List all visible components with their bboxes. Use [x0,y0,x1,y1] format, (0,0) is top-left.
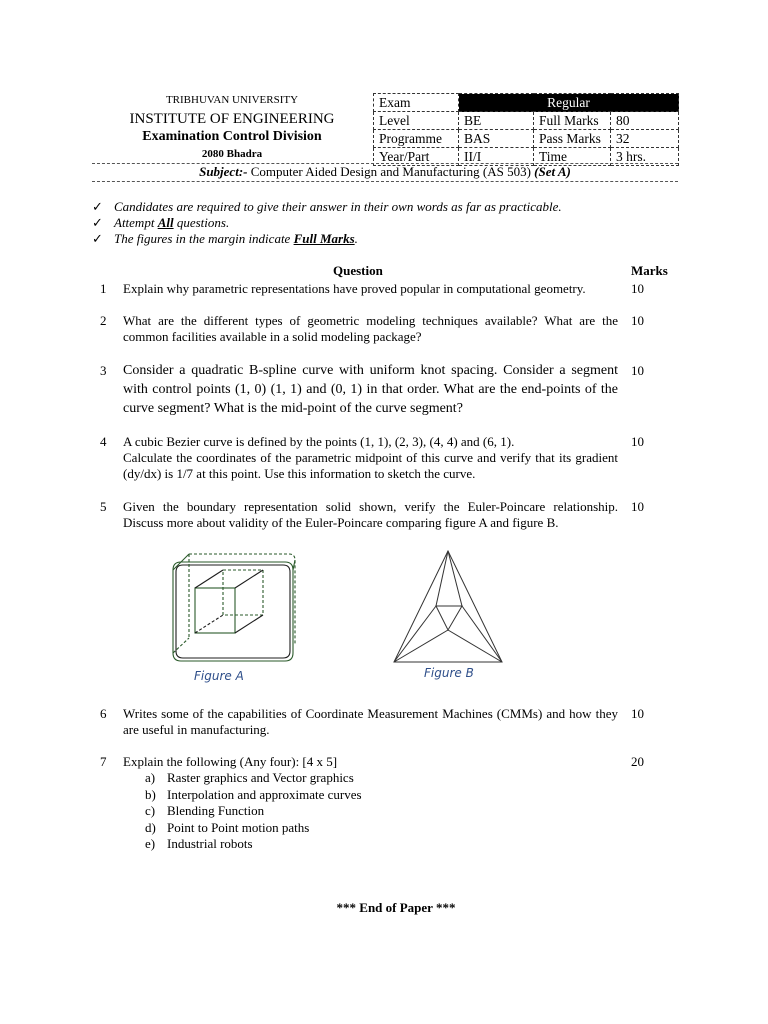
level-label: Level [374,112,459,130]
institute-name: INSTITUTE OF ENGINEERING [129,111,335,127]
question-marks: 10 [631,363,644,378]
question-marks: 10 [631,706,644,721]
university-name: TRIBHUVAN UNIVERSITY [165,94,299,106]
level-value: BE [459,112,534,130]
question-text: Given the boundary representation solid shown, verify the Euler-Poincare relationship. Discuss more about validity of the Euler-Poincare comparing figure A and figure B. [123,499,618,530]
exam-label: Exam [374,94,459,112]
question-text: Consider a quadratic B-spline curve with uniform knot spacing. Consider a segment with control points (1, 0) (1, 1) and (0, 1) in that order. What are the end-points of the curve segment? What is the mid-point of the curve segment? [123,363,618,416]
question-number: 1 [100,281,107,296]
question-marks: 10 [631,313,644,328]
subject-name: Computer Aided Design and Manufacturing (AS 503) [250,164,531,179]
list-item: d) Point to Point motion paths [145,819,310,835]
question-marks: 10 [631,434,644,449]
divider-bottom [92,181,678,182]
subject-set: (Set A) [534,164,571,179]
question-number: 5 [100,499,107,514]
question-number: 7 [100,754,107,769]
yearpart-label: Year/Part [374,148,459,166]
yearpart-value: II/I [459,148,534,166]
exam-date: 2080 Bhadra [201,148,263,160]
instruction-2: ✓ Attempt All questions. [92,215,230,230]
figure-a-solid [165,548,300,668]
figure-b-caption: Figure B [424,666,474,680]
question-marks: 10 [631,281,644,296]
programme-value: BAS [459,130,534,148]
exam-value: Regular [459,94,679,112]
marks-heading: Marks [631,263,668,278]
division-name: Examination Control Division [142,129,322,144]
list-item: c) Blending Function [145,803,265,818]
list-item: e) Industrial robots [145,836,253,851]
check-icon: ✓ [92,231,103,246]
subject-line [92,164,678,180]
question-marks: 10 [631,499,644,514]
question-heading: Question [333,263,383,278]
question-text: Explain why parametric representations have proved popular in computational geometry. [123,281,586,296]
instruction-3: ✓ The figures in the margin indicate Full Marks. [92,231,358,246]
check-icon: ✓ [92,199,103,214]
figure-b-solid [390,548,506,666]
passmarks-label: Pass Marks [534,130,611,148]
sub-question-list [145,770,362,853]
passmarks-value: 32 [611,130,679,148]
time-label: Time [534,148,611,166]
subject-label: Subject:- [199,164,248,179]
instruction-1: ✓ Candidates are required to give their answer in their own words as far as practicable. [92,199,562,214]
question-text: Writes some of the capabilities of Coordinate Measurement Machines (CMMs) and how they are useful in manufacturing. [123,706,618,737]
list-item: b) Interpolation and approximate curves [145,786,362,802]
figure-a-caption: Figure A [194,669,244,683]
end-of-paper: *** End of Paper *** [336,900,456,915]
question-number: 4 [100,434,107,449]
time-value: 3 hrs. [611,148,679,166]
question-text: Explain the following (Any four): [4 x 5] [123,754,338,769]
question-text: A cubic Bezier curve is defined by the points (1, 1), (2, 3), (4, 4) and (6, 1). Calculate the coordinates of the parametric midpoint of this curve and verify that its gradient (dy/dx) is 1/7 at this point. Use this information to sketch the curve. [123,434,618,481]
exam-info-table [373,93,679,166]
fullmarks-value: 80 [611,112,679,130]
question-number: 6 [100,706,107,721]
question-number: 2 [100,313,107,328]
check-icon: ✓ [92,215,103,230]
question-number: 3 [100,363,107,378]
fullmarks-label: Full Marks [534,112,611,130]
question-text: What are the different types of geometric modeling techniques available? What are the common facilities available in a solid modeling package? [123,313,618,344]
question-marks: 20 [631,754,644,769]
programme-label: Programme [374,130,459,148]
list-item: a) Raster graphics and Vector graphics [145,770,354,785]
